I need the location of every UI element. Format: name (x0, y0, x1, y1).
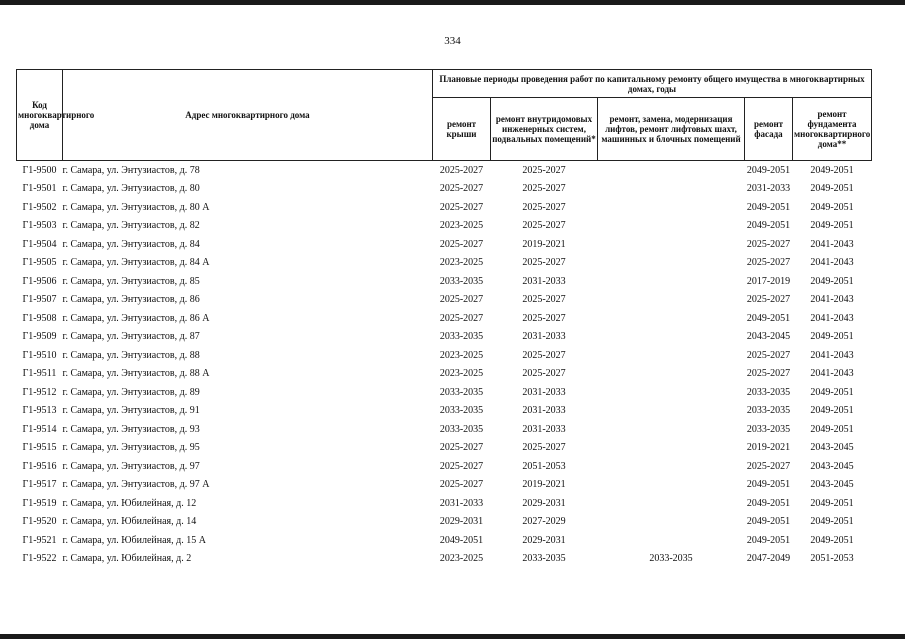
cell-foundation: 2041-2043 (810, 257, 854, 269)
cell-facade: 2019-2021 (746, 442, 791, 454)
cell-code: Г1-9519 (22, 497, 57, 509)
cell-lifts: 2033-2035 (649, 553, 693, 565)
cell-lifts (598, 531, 745, 550)
table-row (17, 420, 872, 439)
cell-facade: 2049-2051 (746, 516, 791, 528)
cell-roof: 2033-2035 (439, 423, 484, 435)
cell-systems: 2051-2053 (522, 460, 566, 472)
cell-address: г. Самара, ул. Юбилейная, д. 2 (62, 553, 192, 565)
cell-address: г. Самара, ул. Энтузиастов, д. 86 А (62, 312, 210, 324)
cell-code: Г1-9509 (22, 331, 57, 343)
cell-roof: 2023-2025 (439, 257, 484, 269)
page-number: 334 (444, 35, 461, 47)
cell-foundation: 2049-2051 (810, 423, 854, 435)
header-facade: ремонт фасада (745, 98, 793, 161)
cell-roof: 2023-2025 (439, 220, 484, 232)
cell-roof: 2049-2051 (439, 534, 484, 546)
cell-address: г. Самара, ул. Энтузиастов, д. 91 (62, 405, 200, 417)
table-row (17, 198, 872, 217)
cell-lifts (598, 365, 745, 384)
cell-lifts (598, 457, 745, 476)
cell-facade: 2033-2035 (746, 405, 791, 417)
cell-foundation: 2049-2051 (810, 183, 854, 195)
cell-roof: 2025-2027 (439, 479, 484, 491)
cell-lifts (598, 328, 745, 347)
cell-code: Г1-9511 (22, 368, 57, 380)
cell-address: г. Самара, ул. Энтузиастов, д. 89 (62, 386, 200, 398)
cell-foundation: 2041-2043 (810, 368, 854, 380)
cell-facade: 2049-2051 (746, 534, 791, 546)
table-row (17, 235, 872, 254)
cell-facade: 2017-2019 (746, 275, 791, 287)
cell-address: г. Самара, ул. Энтузиастов, д. 80 А (62, 201, 210, 213)
cell-systems: 2019-2021 (522, 479, 566, 491)
cell-code: Г1-9514 (22, 423, 57, 435)
cell-code: Г1-9501 (22, 183, 57, 195)
cell-code: Г1-9515 (22, 442, 57, 454)
cell-roof: 2025-2027 (439, 460, 484, 472)
cell-systems: 2025-2027 (522, 164, 566, 176)
cell-facade: 2033-2035 (746, 386, 791, 398)
cell-facade: 2047-2049 (746, 553, 791, 565)
cell-roof: 2025-2027 (439, 294, 484, 306)
table-row (17, 383, 872, 402)
table-row (17, 272, 872, 291)
table-row (17, 531, 872, 550)
cell-code: Г1-9506 (22, 275, 57, 287)
cell-roof: 2033-2035 (439, 405, 484, 417)
cell-code: Г1-9508 (22, 312, 57, 324)
cell-facade: 2049-2051 (746, 312, 791, 324)
cell-facade: 2025-2027 (746, 349, 791, 361)
cell-systems: 2025-2027 (522, 349, 566, 361)
table-header (17, 70, 872, 161)
table-body (17, 161, 872, 569)
table-row (17, 217, 872, 236)
cell-systems: 2025-2027 (522, 220, 566, 232)
header-roof: ремонт крыши (433, 98, 491, 161)
header-work-periods: Плановые периоды проведения работ по капитальному ремонту общего имущества в многоквартирных домах, годы (433, 70, 872, 98)
cell-address: г. Самара, ул. Энтузиастов, д. 88 (62, 349, 200, 361)
cell-lifts (598, 494, 745, 513)
cell-roof: 2025-2027 (439, 183, 484, 195)
cell-facade: 2025-2027 (746, 368, 791, 380)
table-row (17, 180, 872, 199)
cell-roof: 2033-2035 (439, 331, 484, 343)
cell-facade: 2049-2051 (746, 497, 791, 509)
cell-address: г. Самара, ул. Юбилейная, д. 12 (62, 497, 197, 509)
cell-address: г. Самара, ул. Энтузиастов, д. 95 (62, 442, 200, 454)
cell-facade: 2049-2051 (746, 201, 791, 213)
cell-address: г. Самара, ул. Энтузиастов, д. 88 А (62, 368, 210, 380)
cell-address: г. Самара, ул. Юбилейная, д. 15 А (62, 534, 206, 546)
repair-schedule-table (16, 69, 872, 568)
cell-address: г. Самара, ул. Энтузиастов, д. 86 (62, 294, 200, 306)
cell-foundation: 2049-2051 (810, 386, 854, 398)
cell-facade: 2049-2051 (746, 220, 791, 232)
cell-facade: 2049-2051 (746, 164, 791, 176)
header-address: Адрес многоквартирного дома (63, 70, 433, 161)
cell-address: г. Самара, ул. Энтузиастов, д. 85 (62, 275, 200, 287)
cell-roof: 2025-2027 (439, 312, 484, 324)
cell-foundation: 2049-2051 (810, 534, 854, 546)
cell-lifts (598, 402, 745, 421)
cell-lifts (598, 420, 745, 439)
cell-foundation: 2049-2051 (810, 275, 854, 287)
cell-facade: 2043-2045 (746, 331, 791, 343)
cell-code: Г1-9505 (22, 257, 57, 269)
top-border-bar (0, 0, 905, 5)
cell-roof: 2033-2035 (439, 275, 484, 287)
table-row (17, 161, 872, 180)
cell-code: Г1-9512 (22, 386, 57, 398)
cell-systems: 2031-2033 (522, 331, 566, 343)
cell-code: Г1-9504 (22, 238, 57, 250)
cell-systems: 2033-2035 (522, 553, 566, 565)
cell-roof: 2025-2027 (439, 442, 484, 454)
cell-systems: 2025-2027 (522, 257, 566, 269)
cell-lifts (598, 272, 745, 291)
cell-systems: 2031-2033 (522, 275, 566, 287)
cell-address: г. Самара, ул. Энтузиастов, д. 84 А (62, 257, 210, 269)
cell-address: г. Самара, ул. Энтузиастов, д. 97 (62, 460, 200, 472)
cell-lifts (598, 346, 745, 365)
cell-lifts (598, 309, 745, 328)
cell-roof: 2033-2035 (439, 386, 484, 398)
header-lifts: ремонт, замена, модернизация лифтов, ремонт лифтовых шахт, машинных и блочных помещений (598, 98, 745, 161)
cell-facade: 2025-2027 (746, 257, 791, 269)
cell-lifts (598, 235, 745, 254)
cell-foundation: 2049-2051 (810, 405, 854, 417)
cell-foundation: 2043-2045 (810, 442, 854, 454)
cell-code: Г1-9503 (22, 220, 57, 232)
cell-roof: 2023-2025 (439, 553, 484, 565)
cell-roof: 2029-2031 (439, 516, 484, 528)
table-row (17, 402, 872, 421)
cell-address: г. Самара, ул. Юбилейная, д. 14 (62, 516, 197, 528)
cell-code: Г1-9517 (22, 479, 57, 491)
cell-foundation: 2041-2043 (810, 238, 854, 250)
cell-facade: 2049-2051 (746, 479, 791, 491)
cell-code: Г1-9500 (22, 164, 57, 176)
cell-foundation: 2043-2045 (810, 479, 854, 491)
cell-lifts (598, 161, 745, 180)
cell-foundation: 2043-2045 (810, 460, 854, 472)
cell-systems: 2025-2027 (522, 201, 566, 213)
cell-systems: 2019-2021 (522, 238, 566, 250)
cell-foundation: 2049-2051 (810, 516, 854, 528)
cell-lifts (598, 439, 745, 458)
cell-facade: 2025-2027 (746, 238, 791, 250)
header-systems: ремонт внутридомовых инженерных систем, подвальных помещений* (491, 98, 598, 161)
cell-lifts (598, 291, 745, 310)
cell-address: г. Самара, ул. Энтузиастов, д. 82 (62, 220, 200, 232)
table-row (17, 439, 872, 458)
table-row (17, 291, 872, 310)
cell-code: Г1-9507 (22, 294, 57, 306)
cell-roof: 2025-2027 (439, 238, 484, 250)
cell-lifts (598, 476, 745, 495)
cell-code: Г1-9510 (22, 349, 57, 361)
cell-foundation: 2051-2053 (810, 553, 854, 565)
cell-systems: 2025-2027 (522, 442, 566, 454)
cell-systems: 2025-2027 (522, 368, 566, 380)
cell-foundation: 2041-2043 (810, 294, 854, 306)
cell-lifts (598, 383, 745, 402)
cell-roof: 2023-2025 (439, 349, 484, 361)
bottom-border-bar (0, 634, 905, 639)
cell-facade: 2031-2033 (746, 183, 791, 195)
cell-systems: 2025-2027 (522, 183, 566, 195)
cell-facade: 2025-2027 (746, 294, 791, 306)
cell-systems: 2031-2033 (522, 423, 566, 435)
cell-foundation: 2049-2051 (810, 331, 854, 343)
cell-code: Г1-9513 (22, 405, 57, 417)
cell-code: Г1-9502 (22, 201, 57, 213)
cell-address: г. Самара, ул. Энтузиастов, д. 78 (62, 164, 200, 176)
cell-facade: 2033-2035 (746, 423, 791, 435)
header-code: Код многоквартирного дома (17, 70, 63, 161)
cell-foundation: 2041-2043 (810, 312, 854, 324)
cell-lifts (598, 217, 745, 236)
cell-lifts (598, 254, 745, 273)
cell-systems: 2027-2029 (522, 516, 566, 528)
table-row (17, 550, 872, 569)
table-row (17, 254, 872, 273)
cell-systems: 2029-2031 (522, 534, 566, 546)
cell-foundation: 2049-2051 (810, 220, 854, 232)
cell-address: г. Самара, ул. Энтузиастов, д. 80 (62, 183, 200, 195)
cell-foundation: 2049-2051 (810, 201, 854, 213)
cell-foundation: 2049-2051 (810, 497, 854, 509)
cell-address: г. Самара, ул. Энтузиастов, д. 97 А (62, 479, 210, 491)
cell-lifts (598, 180, 745, 199)
cell-facade: 2025-2027 (746, 460, 791, 472)
cell-systems: 2029-2031 (522, 497, 566, 509)
cell-systems: 2031-2033 (522, 405, 566, 417)
table-row (17, 513, 872, 532)
cell-roof: 2025-2027 (439, 164, 484, 176)
cell-lifts (598, 513, 745, 532)
cell-systems: 2025-2027 (522, 294, 566, 306)
cell-address: г. Самара, ул. Энтузиастов, д. 87 (62, 331, 200, 343)
table-row (17, 494, 872, 513)
cell-lifts (598, 198, 745, 217)
cell-code: Г1-9522 (22, 553, 57, 565)
cell-code: Г1-9521 (22, 534, 57, 546)
cell-code: Г1-9520 (22, 516, 57, 528)
cell-foundation: 2049-2051 (810, 164, 854, 176)
cell-roof: 2025-2027 (439, 201, 484, 213)
cell-code: Г1-9516 (22, 460, 57, 472)
table-row (17, 328, 872, 347)
cell-address: г. Самара, ул. Энтузиастов, д. 93 (62, 423, 200, 435)
cell-roof: 2031-2033 (439, 497, 484, 509)
table-row (17, 476, 872, 495)
cell-roof: 2023-2025 (439, 368, 484, 380)
table-row (17, 346, 872, 365)
cell-address: г. Самара, ул. Энтузиастов, д. 84 (62, 238, 200, 250)
cell-foundation: 2041-2043 (810, 349, 854, 361)
cell-systems: 2031-2033 (522, 386, 566, 398)
cell-systems: 2025-2027 (522, 312, 566, 324)
table-row (17, 365, 872, 384)
table-row (17, 457, 872, 476)
header-foundation: ремонт фундамента многоквартирного дома** (793, 98, 872, 161)
table-row (17, 309, 872, 328)
